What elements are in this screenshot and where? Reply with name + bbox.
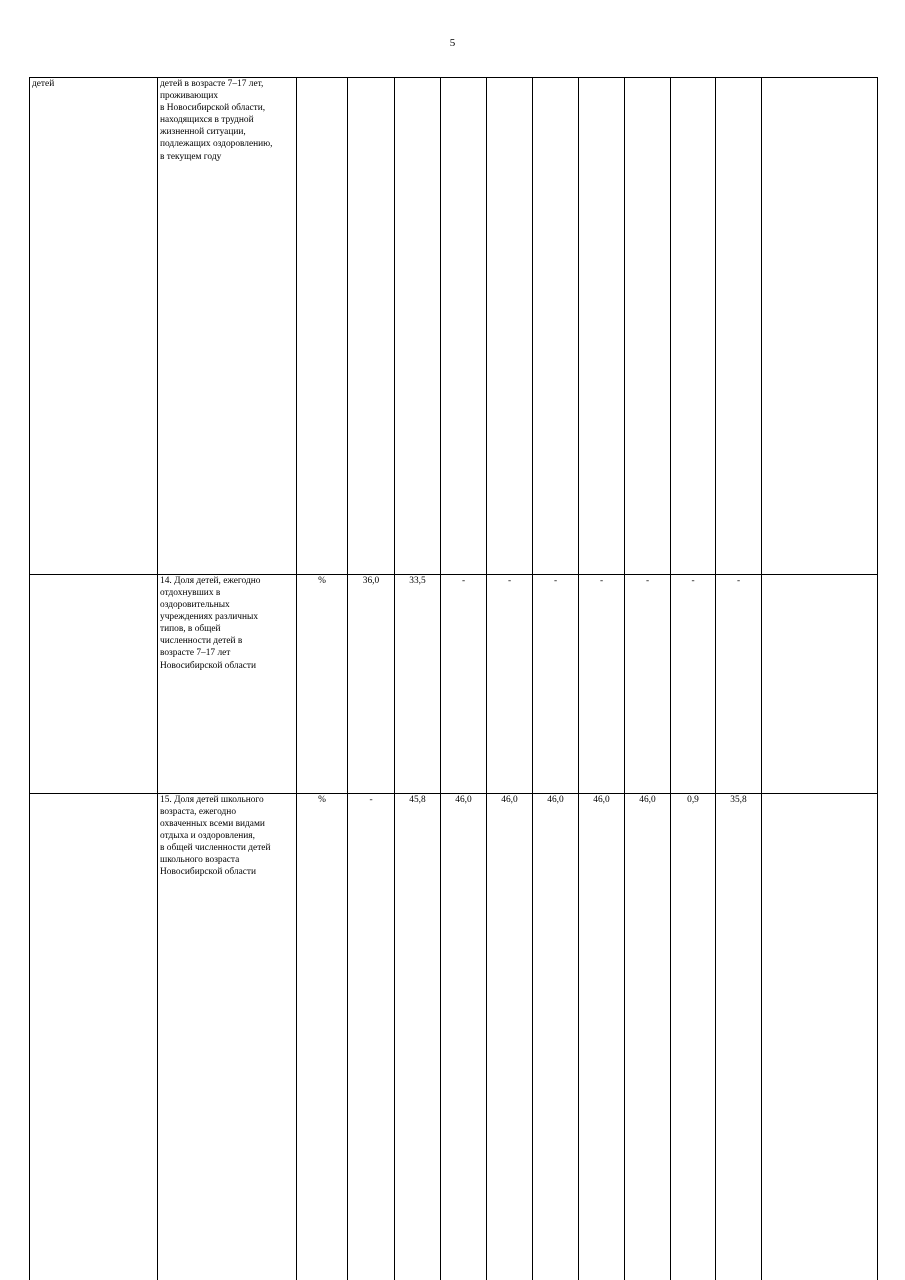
value-cell: - (441, 574, 487, 793)
row-label-cell: детей (30, 78, 158, 575)
value-cell (395, 78, 441, 575)
indicator-table (29, 77, 878, 1280)
value-cell (762, 793, 878, 1280)
value-cell: - (671, 574, 716, 793)
value-cell: - (579, 574, 625, 793)
value-cell (579, 78, 625, 575)
row-label-cell (30, 793, 158, 1280)
table-row (30, 78, 878, 575)
value-cell (348, 78, 395, 575)
value-cell: 0,9 (671, 793, 716, 1280)
value-cell: - (487, 574, 533, 793)
value-cell: 36,0 (348, 574, 395, 793)
page-number: 5 (449, 37, 456, 49)
value-cell: 35,8 (716, 793, 762, 1280)
value-cell: 46,0 (487, 793, 533, 1280)
unit-cell: % (297, 793, 348, 1280)
value-cell (762, 78, 878, 575)
table-row (30, 574, 878, 793)
value-cell: - (625, 574, 671, 793)
value-cell (625, 78, 671, 575)
value-cell: 33,5 (395, 574, 441, 793)
value-cell: 45,8 (395, 793, 441, 1280)
value-cell: 46,0 (441, 793, 487, 1280)
unit-cell (297, 78, 348, 575)
indicator-cell: 14. Доля детей, ежегодно отдохнувших в оздоровительных учреждениях различных типов, в общей численности детей в возрасте 7–17 лет Новосибирской области (158, 574, 297, 793)
value-cell: - (533, 574, 579, 793)
row-label-cell (30, 574, 158, 793)
value-cell (671, 78, 716, 575)
value-cell (487, 78, 533, 575)
indicator-cell: детей в возрасте 7–17 лет, проживающих в Новосибирской области, находящихся в трудной жизненной ситуации, подлежащих оздоровлению, в текущем году (158, 78, 297, 575)
indicator-cell: 15. Доля детей школьного возраста, ежегодно охваченных всеми видами отдыха и оздоровления, в общей численности детей школьного возраста Новосибирской области (158, 793, 297, 1280)
table-row (30, 793, 878, 1280)
value-cell: 46,0 (625, 793, 671, 1280)
value-cell: 46,0 (533, 793, 579, 1280)
value-cell (533, 78, 579, 575)
value-cell (441, 78, 487, 575)
value-cell: - (716, 574, 762, 793)
value-cell (716, 78, 762, 575)
unit-cell: % (297, 574, 348, 793)
value-cell: 46,0 (579, 793, 625, 1280)
value-cell: - (348, 793, 395, 1280)
value-cell (762, 574, 878, 793)
